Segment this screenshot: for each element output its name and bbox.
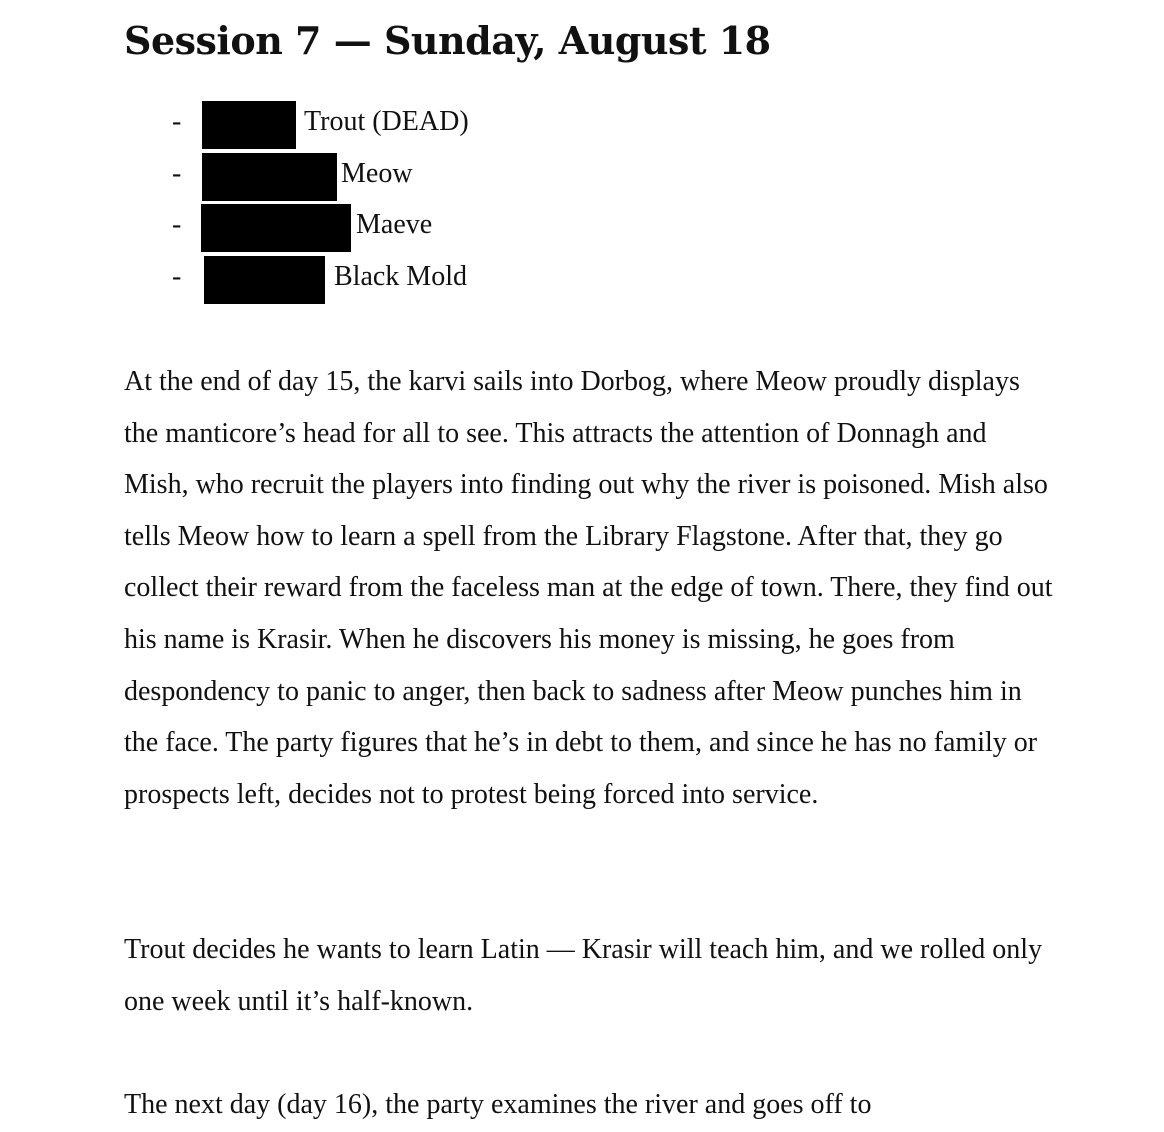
session-title: Session 7 — Sunday, August 18 [124,18,771,63]
redacted-player-name [202,101,296,149]
session-summary-paragraph: At the end of day 15, the karvi sails into Dorbog, where Meow proudly displays the manticore’s head for all to see. This attracts the attention of Donnagh and Mish, who recruit the players into finding out why the river is poisoned. Mish also tells Meow how to learn a spell from the Library Flagstone. After that, they go collect their reward from the faceless man at the edge of town. There, they find out his name is Krasir. When he discovers his money is missing, he goes from despondency to panic to anger, then back to sadness after Meow punches him in the face. The party figures that he’s in debt to them, and since he has no family or prospects left, decides not to protest being forced into service. [124,366,1053,810]
list-bullet: - [172,209,182,240]
next-day-paragraph: The next day (day 16), the party examines the river and goes off to [124,1089,872,1120]
redacted-player-name [202,153,337,201]
character-name: Meow [341,157,413,189]
list-bullet: - [172,260,182,292]
character-name: Black Mold [334,260,467,292]
latin-paragraph: Trout decides he wants to learn Latin — Krasir will teach him, and we rolled only one week until it’s half-known. [124,934,1043,1017]
character-name: Maeve [356,209,433,240]
list-bullet: - [172,106,182,137]
list-bullet: - [172,157,182,189]
redacted-player-name [201,204,351,252]
character-name: Trout (DEAD) [304,106,469,137]
redacted-player-name [204,256,325,304]
